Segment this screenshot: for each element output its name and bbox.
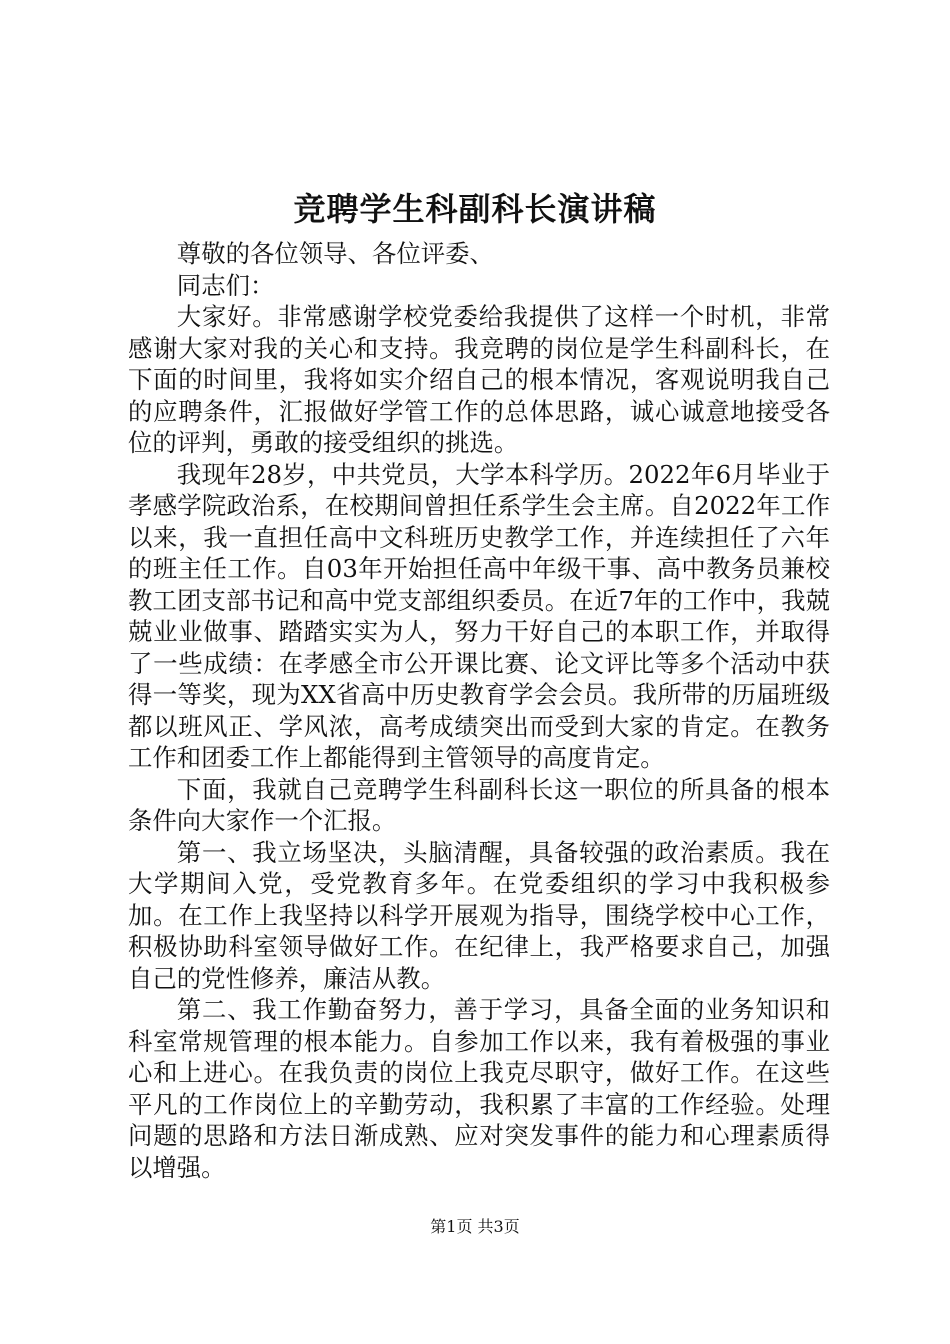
paragraph-transition: 下面，我就自己竞聘学生科副科长这一职位的所具备的根本条件向大家作一个汇报。	[128, 774, 830, 835]
document-body	[128, 238, 830, 1183]
paragraph-point-two: 第二、我工作勤奋努力，善于学习，具备全面的业务知识和科室常规管理的根本能力。自参加工作以来，我有着极强的事业心和上进心。在我负责的岗位上我克尽职守，做好工作。在这些平凡的工作岗位上的辛勤劳动，我积累了丰富的工作经验。处理问题的思路和方法日渐成熟、应对突发事件的能力和心理素质得以增强。	[128, 995, 830, 1182]
document-title: 竞聘学生科副科长演讲稿	[293, 190, 657, 228]
page-number: 第1页 共3页	[430, 1217, 520, 1236]
salutation-line-1: 尊敬的各位领导、各位评委、	[176, 239, 494, 268]
paragraph-point-one: 第一、我立场坚决，头脑清醒，具备较强的政治素质。我在大学期间入党，受党教育多年。在党委组织的学习中我积极参加。在工作上我坚持以科学开展观为指导，围绕学校中心工作，积极协助科室领导做好工作。在纪律上，我严格要求自己，加强自己的党性修养，廉洁从教。	[128, 837, 830, 993]
paragraph-greeting: 大家好。非常感谢学校党委给我提供了这样一个时机，非常感谢大家对我的关心和支持。我竞聘的岗位是学生科副科长，在下面的时间里，我将如实介绍自己的根本情况，客观说明我自己的应聘条件，汇报做好学管工作的总体思路，诚心诚意地接受各位的评判，勇敢的接受组织的挑选。	[128, 302, 830, 457]
salutation-line-2: 同志们：	[176, 270, 275, 300]
paragraph-background: 我现年28岁，中共党员，大学本科学历。2022年6月毕业于孝感学院政治系，在校期间曾担任系学生会主席。自2022年工作以来，我一直担任高中文科班历史教学工作，并连续担任了六年的班主任工作。自03年开始担任高中年级干事、高中教务员兼校教工团支部书记和高中党支部组织委员。在近7年的工作中，我兢兢业业做事、踏踏实实为人，努力干好自己的本职工作，并取得了一些成绩：在孝感全市公开课比赛、论文评比等多个活动中获得一等奖，现为XX省高中历史教育学会会员。我所带的历届班级都以班风正、学风浓，高考成绩突出而受到大家的肯定。在教务工作和团委工作上都能得到主管领导的高度肯定。	[128, 459, 830, 772]
